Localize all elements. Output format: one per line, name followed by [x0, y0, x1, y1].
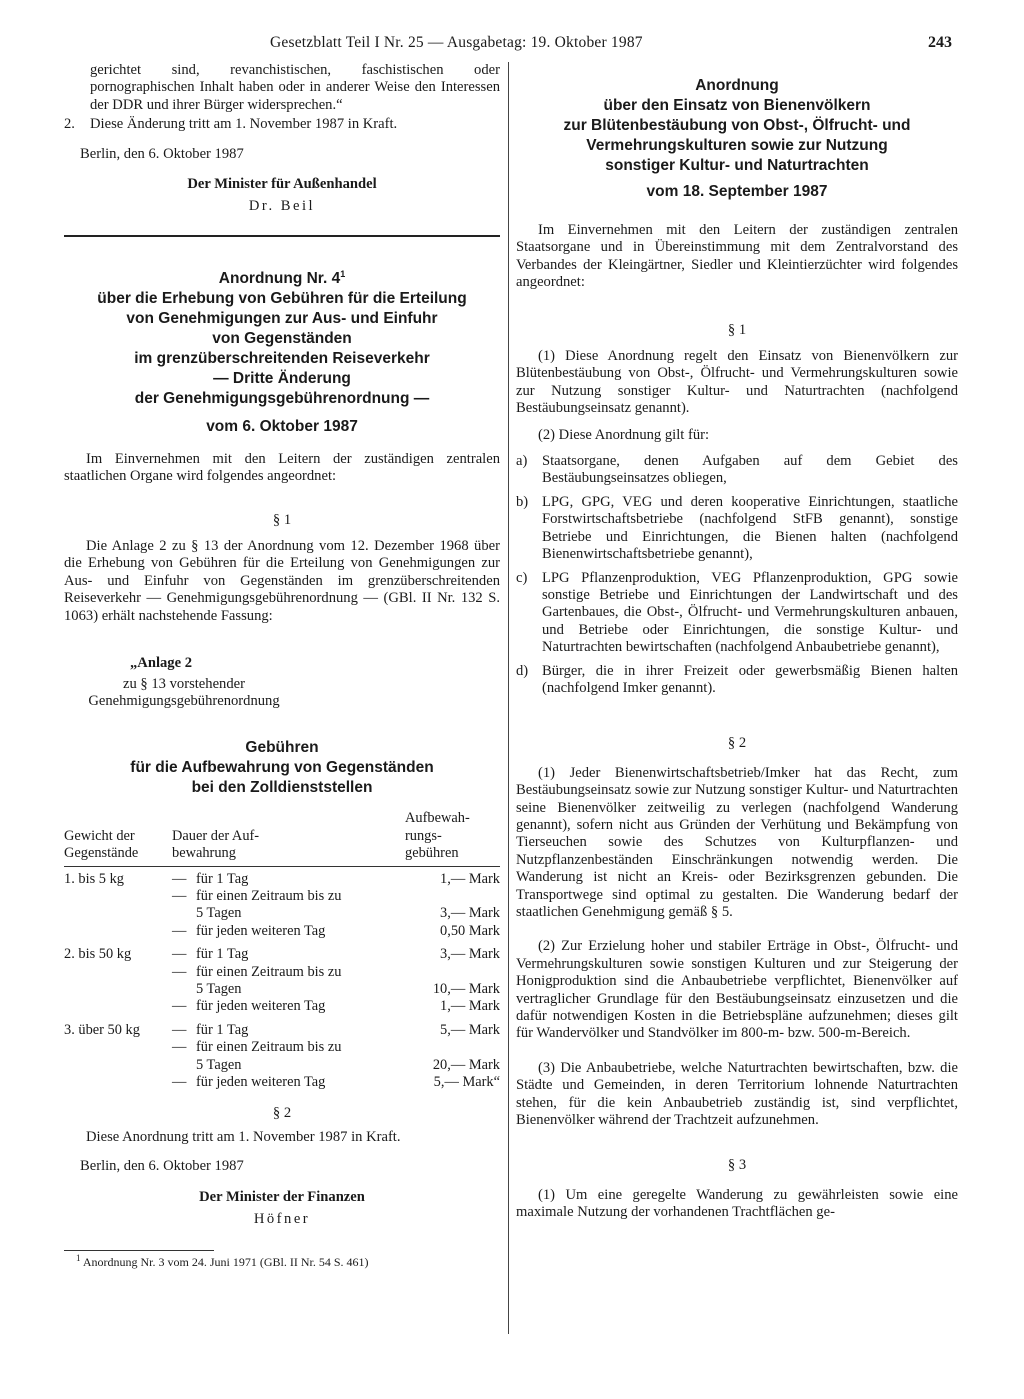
right-column — [516, 76, 958, 1222]
weight-cell: 2. bis 50 kg — [64, 946, 132, 963]
item-2-number: 2. — [64, 116, 75, 133]
page-number: 243 — [928, 34, 952, 51]
order-date: vom 6. Oktober 1987 — [206, 417, 358, 435]
table-row — [64, 1074, 500, 1091]
bee-section-3-abs-1: (1) Um eine geregelte Wanderung zu gewährleisten sowie eine maximale Nutzung der vorhandenen Trachtflächen ge- — [516, 1186, 958, 1221]
fee-cell: 3,— Mark — [440, 946, 500, 963]
section-rule — [64, 235, 500, 237]
bee-list — [516, 453, 958, 697]
bee-section-1-abs-2: (2) Diese Anordnung gilt für: — [538, 426, 710, 443]
section-1-mark: § 1 — [272, 511, 292, 528]
order-intro: Im Einvernehmen mit den Leitern der zuständigen zentralen staatlichen Organe wird folgendes angeordnet: — [64, 450, 500, 485]
fee-cell: 1,— Mark — [440, 870, 500, 887]
order-title-line-2: über die Erhebung von Gebühren für die Erteilung — [97, 289, 467, 307]
list-item-label: a) — [516, 453, 528, 470]
duration-cell: — für jeden weiteren Tag — [172, 1074, 326, 1090]
signature-2-title: Der Minister der Finanzen — [199, 1188, 365, 1205]
header-duration: Dauer der Auf- bewahrung — [172, 810, 397, 866]
fee-cell: 10,— Mark — [432, 980, 500, 997]
duration-cell: — für 1 Tag — [172, 1021, 249, 1038]
duration-cell: — für einen Zeitraum bis zu 5 Tagen — [172, 1039, 342, 1073]
bee-section-2-mark: § 2 — [727, 735, 747, 752]
weight-cell: 1. bis 5 kg — [64, 870, 124, 887]
list-item-text: LPG, GPG, VEG und deren kooperative Einrichtungen, staatliche Forstwirtschaftsbetriebe (nachfolgend StFB genannt), sonstige Betriebe und Einrichtungen, die Bienen halten (nachfolgend Bienenwirtschaftsbetriebe genannt), — [542, 493, 958, 563]
table-row — [64, 1039, 500, 1074]
bee-section-3-mark: § 3 — [727, 1157, 747, 1174]
bee-order-date: vom 18. September 1987 — [646, 183, 828, 200]
bee-section-1-abs-1: (1) Diese Anordnung regelt den Einsatz von Bienenvölkern zur Blütenbestäubung von Obst-, Ölfrucht- und Vermehrungskulturen sowie zur Nutzung sonstiger Kultur- und Naturtrachten (nachfolgend Bestäubungseinsatz genannt). — [516, 348, 958, 417]
bee-section-2-abs-2: (2) Zur Erzielung hoher und stabiler Erträge in Obst-, Ölfrucht- und Vermehrungskulturen sowie sonstigen Kulturen und zur Steigerung der Honigproduktion sind die Anbaubetriebe verpflichtet, Bienenvölker auf vertraglicher Grundlage für den Bestäubungseinsatz einzusetzen und die dafür notwendigen Kosten in die Betriebspläne aufzunehmen; dieses gilt für Wandervölker und Standvölker im 800-m- bzw. 500-m-Bereich. — [516, 938, 958, 1042]
bee-title-4: Vermehrungskulturen sowie zur Nutzung — [586, 137, 888, 154]
bee-order-title-block — [516, 76, 958, 202]
table-row — [64, 1016, 500, 1039]
signature-2-name: Höfner — [253, 1211, 311, 1228]
fee-cell: 5,— Mark“ — [433, 1074, 500, 1090]
table-row — [64, 923, 500, 940]
section-2-text: Diese Anordnung tritt am 1. November 1987 in Kraft. — [86, 1128, 401, 1145]
header-weight: Gewicht der Gegenstände — [64, 810, 172, 866]
annex-sub-2: Genehmigungsgebührenordnung — [88, 692, 280, 709]
column-divider — [508, 62, 509, 1334]
list-item-label: c) — [516, 569, 528, 586]
bee-title-3: zur Blütenbestäubung von Obst-, Ölfrucht- und — [563, 117, 911, 134]
table-row — [64, 866, 500, 888]
annex-heading — [64, 655, 304, 710]
annex-title: „Anlage 2 — [130, 655, 193, 672]
list-item-label: d) — [516, 662, 529, 679]
place-date-2: Berlin, den 6. Oktober 1987 — [80, 1158, 244, 1175]
list-item — [516, 570, 958, 657]
footnote-text: Anordnung Nr. 3 vom 24. Juni 1971 (GBl. II Nr. 54 S. 461) — [82, 1255, 369, 1270]
duration-cell: — für 1 Tag — [172, 946, 249, 963]
fee-title-1: Gebühren — [245, 739, 319, 757]
bee-section-1-mark: § 1 — [727, 321, 747, 338]
fee-title-2: für die Aufbewahrung von Gegenständen — [130, 759, 434, 777]
footnote-rule — [64, 1250, 214, 1251]
running-header: Gesetzblatt Teil I Nr. 25 — Ausgabetag: 19. Oktober 1987 — [270, 34, 643, 51]
fee-cell: 3,— Mark — [440, 905, 500, 922]
fee-cell: 5,— Mark — [440, 1021, 500, 1038]
duration-cell: — für jeden weiteren Tag — [172, 998, 326, 1015]
order-title-line-4: von Gegenständen — [212, 329, 352, 347]
duration-cell: — für einen Zeitraum bis zu 5 Tagen — [172, 887, 342, 922]
bee-title-1: Anordnung — [695, 77, 779, 94]
section-1-text: Die Anlage 2 zu § 13 der Anordnung vom 12. Dezember 1968 über die Erhebung von Gebühren für die Erteilung von Genehmigungen zur Aus- und Einfuhr von Gegenständen im grenzüberschreitenden Reiseverkehr — Genehmigungsgebührenordnung — (GBl. II Nr. 132 S. 1063) erhält nachstehende Fassung: — [64, 538, 500, 624]
footnote-mark: 1 — [76, 1253, 81, 1264]
item-2 — [64, 116, 500, 133]
section-2-mark: § 2 — [272, 1105, 292, 1122]
header-fee: Aufbewah- rungs- gebühren — [397, 810, 500, 866]
list-item-text: Staatsorgane, denen Aufgaben auf dem Gebiet des Bestäubungseinsatzes obliegen, — [542, 453, 958, 487]
signature-1-name: Dr. Beil — [248, 198, 316, 215]
order-title-line-5: im grenzüberschreitenden Reiseverkehr — [134, 349, 430, 367]
weight-cell: 3. über 50 kg — [64, 1021, 140, 1038]
table-row — [64, 964, 500, 999]
order-title-line-3: von Genehmigungen zur Aus- und Einfuhr — [126, 309, 438, 327]
footnote — [64, 1255, 500, 1269]
fee-title-3: bei den Zolldienststellen — [191, 779, 373, 797]
list-item — [516, 663, 958, 698]
bee-intro: Im Einvernehmen mit den Leitern der zuständigen zentralen Staatsorgane und in Übereinstimmung mit dem Zentralvorstand des Verbandes der Kleingärtner, Siedler und Kleintierzüchter wird folgendes angeordnet: — [516, 222, 958, 291]
left-column — [64, 62, 500, 1269]
fee-table — [64, 810, 500, 1091]
footnote-ref: 1 — [340, 268, 346, 279]
bee-title-5: sonstiger Kultur- und Naturtrachten — [605, 157, 869, 174]
order-title-block — [64, 269, 500, 437]
table-row — [64, 940, 500, 963]
place-date-1: Berlin, den 6. Oktober 1987 — [80, 145, 244, 162]
list-item — [516, 453, 958, 488]
duration-cell: — für jeden weiteren Tag — [172, 922, 326, 939]
fee-table-header — [64, 810, 500, 866]
list-item — [516, 494, 958, 564]
table-row — [64, 998, 500, 1015]
fee-title-block — [64, 738, 500, 798]
table-row — [64, 888, 500, 923]
list-item-text: LPG Pflanzenproduktion, VEG Pflanzenproduktion, GPG sowie sonstige Betriebe und Einrichtungen der Landwirtschaft und des Gartenbaues, die Obst-, Ölfrucht- und Vermehrungskulturen anbauen, und Betriebe oder Einrichtungen, die sonstige Kultur- und Naturtrachten bewirtschaften (nachfolgend Anbaubetriebe genannt), — [542, 569, 958, 656]
continued-text: gerichtet sind, revanchistischen, faschistischen oder pornographischen Inhalt haben oder in anderer Weise den Interessen der DDR und ihrer Bürger widersprechen.“ — [90, 62, 500, 113]
fee-cell: 1,— Mark — [440, 998, 500, 1015]
order-title-line-1: Anordnung Nr. $4^1$ — [218, 268, 346, 287]
annex-sub-1: zu § 13 vorstehender — [123, 675, 245, 692]
signature-1-title: Der Minister für Außenhandel — [187, 176, 377, 193]
item-2-text: Diese Änderung tritt am 1. November 1987 in Kraft. — [90, 116, 398, 133]
fee-cell: 0,50 Mark — [440, 922, 500, 939]
fee-cell: 20,— Mark — [432, 1056, 500, 1073]
bee-title-2: über den Einsatz von Bienenvölkern — [603, 97, 871, 114]
list-item-label: b) — [516, 493, 529, 510]
order-title-line-7: der Genehmigungsgebührenordnung — — [134, 389, 430, 407]
list-item-text: Bürger, die in ihrer Freizeit oder gewerbsmäßig Bienen halten (nachfolgend Imker genannt). — [542, 662, 958, 696]
bee-section-2-abs-3: (3) Die Anbaubetriebe, welche Naturtrachten bewirtschaften, bzw. die Städte und Gemeinden, in deren Territorium lohnende Naturtrachten stehen, für die kein Anbaubetrieb zuständig ist, sind verpflichtet, Bienenvölker während der Trachtzeit aufzunehmen. — [516, 1059, 958, 1129]
bee-section-2-abs-1: (1) Jeder Bienenwirtschaftsbetrieb/Imker hat das Recht, zum Bestäubungseinsatz sowie zur Nutzung sonstiger Kultur- und Naturtrachten seine Bienenvölker zeitweilig zu verlegen (nachfolgend Wanderung genannt), sofern nicht aus Gründen der Verhütung und Bekämpfung von Tierseuchen sowie des Schutzes von Kulturpflanzen- und Nutzpflanzenbeständen Einschränkungen notwendig werden. Die Wanderung ist nicht an Kreis- oder Bezirksgrenzen gebunden. Die Transportwege sind optimal zu gestalten. Die Wanderung bedarf der staatlichen Genehmigung gemäß § 5. — [516, 764, 958, 920]
duration-cell: — für einen Zeitraum bis zu 5 Tagen — [172, 963, 342, 997]
order-title-line-6: — Dritte Änderung — [213, 369, 351, 387]
duration-cell: — für 1 Tag — [172, 870, 249, 887]
